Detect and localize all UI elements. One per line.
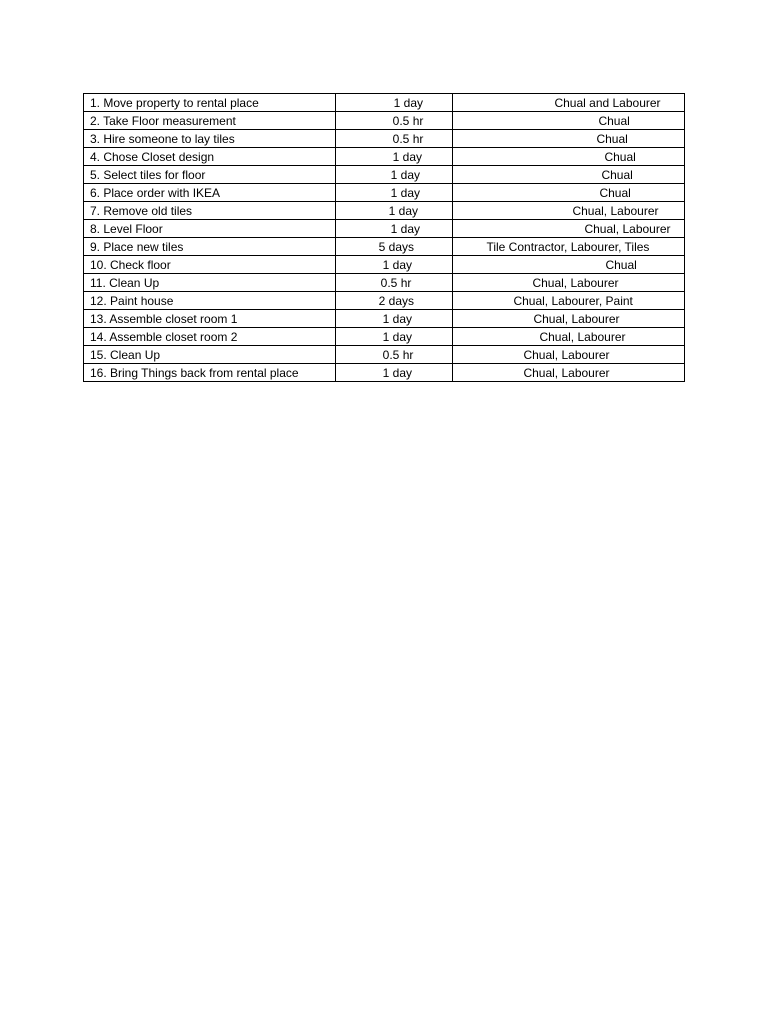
duration-cell: [335, 202, 453, 220]
table-row: [84, 112, 685, 130]
table-row: [84, 148, 685, 166]
assigned-cell: [453, 274, 685, 292]
assigned-text: Chual, Labourer: [533, 311, 620, 326]
table-row: [84, 328, 685, 346]
assigned-cell: [453, 292, 685, 310]
duration-text: 1 day: [390, 221, 421, 236]
duration-cell: [335, 346, 453, 364]
assigned-text: Chual, Labourer: [523, 365, 610, 380]
duration-text: 1 day: [382, 329, 413, 344]
assigned-cell: [453, 328, 685, 346]
task-cell: 2. Take Floor measurement: [84, 112, 336, 130]
task-cell: 5. Select tiles for floor: [84, 166, 336, 184]
assigned-text: Chual, Labourer: [532, 275, 619, 290]
assigned-text: Chual: [604, 149, 636, 164]
assigned-cell: [453, 112, 685, 130]
duration-text: 1 day: [390, 167, 421, 182]
table-row: [84, 346, 685, 364]
task-cell: 4. Chose Closet design: [84, 148, 336, 166]
duration-cell: [335, 310, 453, 328]
duration-text: 1 day: [390, 185, 421, 200]
duration-cell: [335, 238, 453, 256]
assigned-text: Chual, Labourer: [584, 221, 671, 236]
duration-text: 1 day: [382, 365, 413, 380]
duration-text: 0.5 hr: [392, 113, 424, 128]
assigned-text: Chual: [596, 131, 628, 146]
assigned-cell: [453, 130, 685, 148]
assigned-cell: [453, 166, 685, 184]
duration-text: 1 day: [392, 149, 423, 164]
duration-text: 1 day: [382, 311, 413, 326]
duration-text: 1 day: [382, 257, 413, 272]
duration-cell: [335, 148, 453, 166]
assigned-text: Chual, Labourer, Paint: [513, 293, 633, 308]
duration-cell: [335, 94, 453, 112]
duration-text: 2 days: [378, 293, 415, 308]
assigned-cell: [453, 310, 685, 328]
assigned-text: Chual, Labourer: [572, 203, 659, 218]
assigned-cell: [453, 238, 685, 256]
task-table: [83, 93, 685, 382]
assigned-text: Chual, Labourer: [539, 329, 626, 344]
duration-text: 1 day: [388, 203, 419, 218]
task-cell: 14. Assemble closet room 2: [84, 328, 336, 346]
duration-text: 0.5 hr: [380, 275, 412, 290]
assigned-cell: [453, 202, 685, 220]
task-cell: 13. Assemble closet room 1: [84, 310, 336, 328]
duration-cell: [335, 256, 453, 274]
assigned-text: Chual, Labourer: [523, 347, 610, 362]
task-cell: 3. Hire someone to lay tiles: [84, 130, 336, 148]
assigned-cell: [453, 94, 685, 112]
duration-text: 1 day: [393, 95, 424, 110]
assigned-text: Chual: [605, 257, 637, 272]
task-cell: 6. Place order with IKEA: [84, 184, 336, 202]
task-cell: 1. Move property to rental place: [84, 94, 336, 112]
assigned-cell: [453, 346, 685, 364]
table-row: [84, 94, 685, 112]
task-cell: 9. Place new tiles: [84, 238, 336, 256]
duration-text: 0.5 hr: [392, 131, 424, 146]
task-cell: 12. Paint house: [84, 292, 336, 310]
assigned-text: Chual: [598, 113, 630, 128]
duration-cell: [335, 274, 453, 292]
duration-cell: [335, 112, 453, 130]
task-cell: 15. Clean Up: [84, 346, 336, 364]
assigned-cell: [453, 220, 685, 238]
duration-text: 5 days: [378, 239, 415, 254]
duration-cell: [335, 184, 453, 202]
table-row: [84, 256, 685, 274]
duration-cell: [335, 364, 453, 382]
table-row: [84, 364, 685, 382]
table-row: [84, 166, 685, 184]
table-row: [84, 292, 685, 310]
table-row: [84, 220, 685, 238]
task-cell: 11. Clean Up: [84, 274, 336, 292]
table-row: [84, 310, 685, 328]
duration-cell: [335, 166, 453, 184]
assigned-cell: [453, 364, 685, 382]
table-row: [84, 202, 685, 220]
task-cell: 10. Check floor: [84, 256, 336, 274]
duration-cell: [335, 220, 453, 238]
task-cell: 8. Level Floor: [84, 220, 336, 238]
assigned-text: Chual: [599, 185, 631, 200]
assigned-text: Chual: [601, 167, 633, 182]
table-row: [84, 130, 685, 148]
duration-cell: [335, 292, 453, 310]
assigned-text: Chual and Labourer: [554, 95, 661, 110]
assigned-text: Tile Contractor, Labourer, Tiles: [486, 239, 650, 254]
table-row: [84, 274, 685, 292]
task-cell: 16. Bring Things back from rental place: [84, 364, 336, 382]
task-table-body: [84, 94, 685, 382]
table-row: [84, 184, 685, 202]
duration-cell: [335, 328, 453, 346]
duration-text: 0.5 hr: [382, 347, 414, 362]
assigned-cell: [453, 184, 685, 202]
table-row: [84, 238, 685, 256]
assigned-cell: [453, 256, 685, 274]
task-cell: 7. Remove old tiles: [84, 202, 336, 220]
assigned-cell: [453, 148, 685, 166]
duration-cell: [335, 130, 453, 148]
